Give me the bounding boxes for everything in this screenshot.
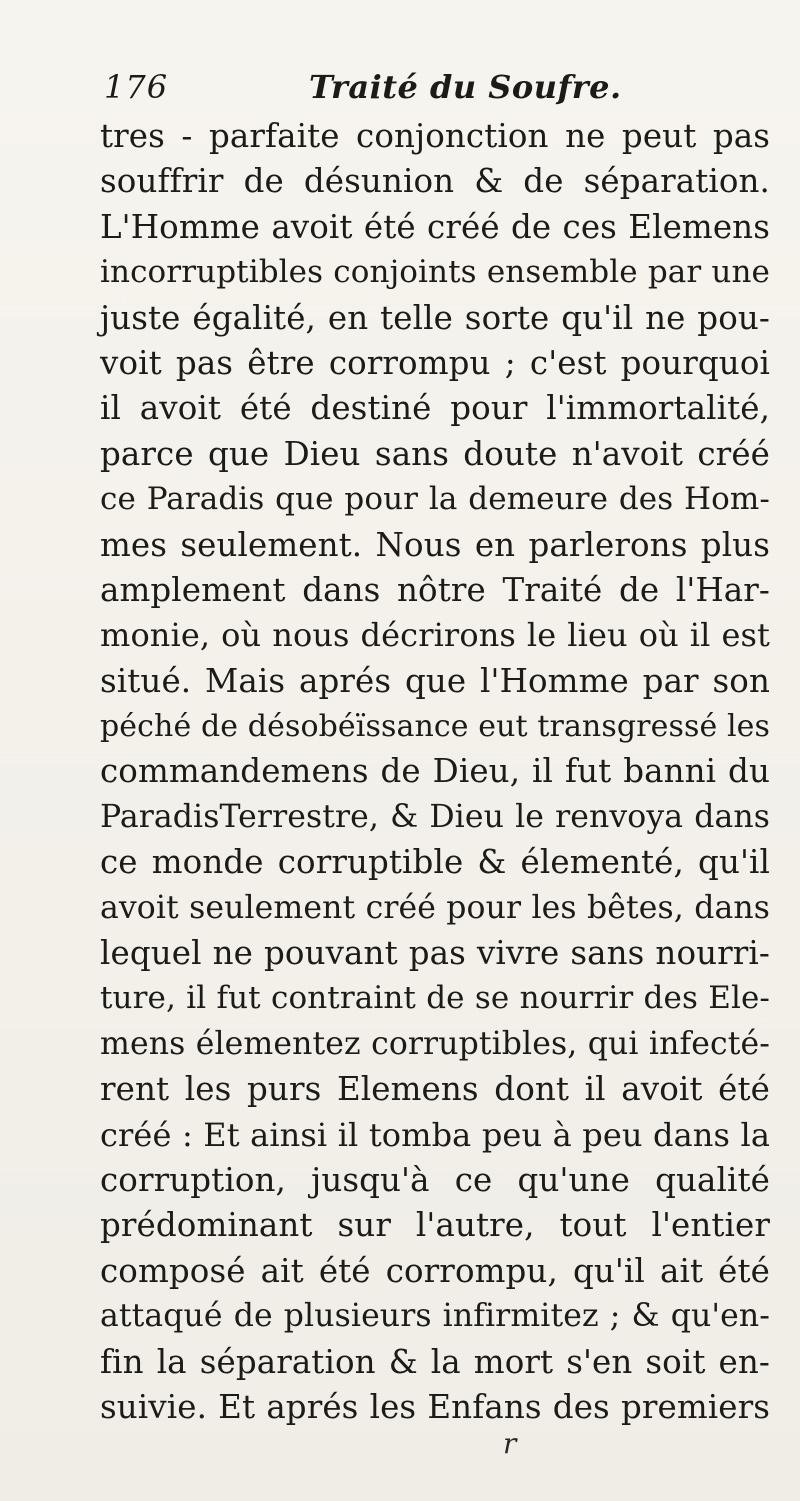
- text-line: composé ait été corrompu, qu'il ait été: [100, 1251, 770, 1290]
- text-line: fin la séparation & la mort s'en soit en-: [100, 1342, 770, 1381]
- page-header: [104, 68, 704, 112]
- signature-mark: r: [503, 1427, 517, 1460]
- text-line: incorruptibles conjoints ensemble par une: [100, 254, 770, 291]
- text-line: L'Homme avoit été créé de ces Elemens: [100, 207, 770, 246]
- text-line: péché de désobéïssance eut transgressé les: [100, 709, 770, 745]
- text-line: créé : Et ainsi il tomba peu à peu dans la: [100, 1115, 770, 1154]
- text-line: monie, où nous décrirons le lieu où il est: [100, 616, 770, 655]
- text-line: prédominant sur l'autre, tout l'entier: [100, 1206, 770, 1245]
- text-line: parce que Dieu sans doute n'avoit créé: [100, 434, 770, 473]
- text-line: ce Paradis que pour la demeure des Hom-: [100, 481, 770, 518]
- running-title: Traité du Soufre.: [309, 68, 622, 106]
- text-line: ParadisTerrestre, & Dieu le renvoya dans: [100, 798, 770, 835]
- text-line: mes seulement. Nous en parlerons plus: [100, 525, 770, 564]
- text-line: avoit seulement créé pour les bêtes, dans: [100, 889, 770, 926]
- text-line: souffrir de désunion & de séparation.: [100, 162, 770, 201]
- text-line: il avoit été destiné pour l'immortalité,: [100, 389, 770, 428]
- text-line: ce monde corruptible & élementé, qu'il: [100, 843, 770, 882]
- text-line: lequel ne pouvant pas vivre sans nourri-: [100, 934, 770, 973]
- text-line: corruption, jusqu'à ce qu'une qualité: [100, 1160, 770, 1199]
- text-line: voit pas être corrompu ; c'est pourquoi: [100, 343, 770, 382]
- page-number: 176: [104, 68, 169, 106]
- text-line: ture, il fut contraint de se nourrir des Ele-: [100, 980, 770, 1017]
- text-line: mens élementez corruptibles, qui infecté-: [100, 1025, 770, 1062]
- text-line: commandemens de Dieu, il fut banni du: [100, 752, 770, 791]
- text-line: amplement dans nôtre Traité de l'Har-: [100, 570, 770, 609]
- text-line: tres - parfaite conjonction ne peut pas: [100, 117, 770, 155]
- text-line: rent les purs Elemens dont il avoit été: [100, 1070, 770, 1109]
- text-line: situé. Mais aprés que l'Homme par son: [100, 661, 770, 700]
- text-line: attaqué de plusieurs infirmitez ; & qu'en-: [100, 1298, 770, 1335]
- body-text: [100, 114, 770, 1430]
- text-line: juste égalité, en telle sorte qu'il ne pou-: [100, 298, 770, 337]
- text-line: suivie. Et aprés les Enfans des premiers: [100, 1387, 770, 1426]
